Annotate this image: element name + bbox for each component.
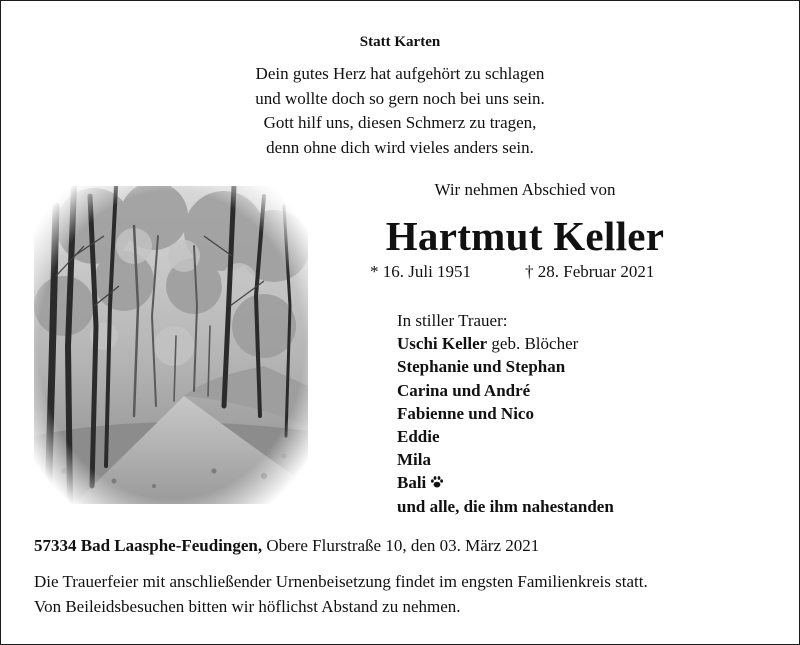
farewell-intro: Wir nehmen Abschied von: [434, 180, 616, 199]
mourner-entry: Eddie: [397, 426, 440, 446]
verse-line: denn ohne dich wird vieles anders sein.: [266, 137, 534, 157]
notice-line: Die Trauerfeier mit anschließender Urnenbeisetzung findet im engsten Familienkreis statt.: [34, 572, 648, 591]
notice-line: Von Beileidsbesuchen bitten wir höflichst Abstand zu nehmen.: [34, 597, 461, 616]
funeral-notice: [34, 569, 648, 619]
mourners-list: [397, 309, 614, 518]
address-line: [34, 536, 539, 556]
mourners-label: In stiller Trauer:: [397, 311, 508, 330]
spouse-name: Uschi Keller: [397, 334, 488, 354]
verse-line: Gott hilf uns, diesen Schmerz zu tragen,: [263, 113, 537, 132]
mourner-entry: Fabienne und Nico: [397, 403, 534, 423]
mourner-spouse: [397, 332, 614, 355]
address-place: 57334 Bad Laasphe-Feudingen,: [34, 536, 263, 555]
paw-icon: [430, 472, 444, 495]
mourner-closing: und alle, die ihm nahestanden: [397, 496, 614, 516]
birth-date: * 16. Juli 1951: [370, 262, 472, 281]
verse-line: Dein gutes Herz hat aufgehört zu schlagen: [255, 64, 545, 83]
spouse-maiden-name: geb. Blöcher: [491, 334, 579, 354]
mourner-entry: Carina und André: [397, 380, 531, 400]
deceased-name: Hartmut Keller: [385, 213, 665, 259]
memorial-verse: [0, 62, 800, 160]
mourner-entry: Mila: [397, 450, 431, 470]
mourner-pet: [397, 471, 614, 494]
verse-line: und wollte doch so gern noch bei uns sein.: [255, 88, 545, 108]
address-details: Obere Flurstraße 10, den 03. März 2021: [266, 536, 540, 555]
death-date: † 28. Februar 2021: [525, 262, 655, 281]
statt-karten-heading: Statt Karten: [359, 34, 441, 50]
forest-path-photo: [34, 186, 308, 504]
pet-name: Bali: [397, 473, 427, 493]
mourner-entry: Stephanie und Stephan: [397, 357, 566, 377]
